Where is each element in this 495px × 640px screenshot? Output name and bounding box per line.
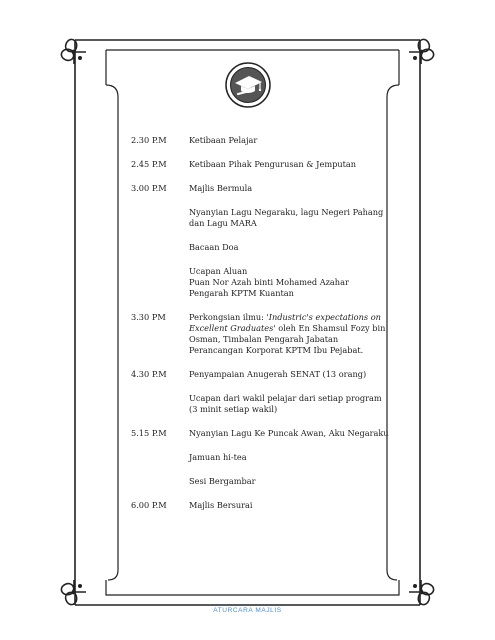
schedule-row: [131, 183, 401, 194]
schedule-desc: Sesi Bergambar: [189, 476, 256, 486]
schedule-desc: Ketibaan Pelajar: [189, 135, 258, 145]
fleur-corner-icon: [409, 39, 434, 64]
schedule-desc: dan Lagu MARA: [189, 218, 257, 228]
schedule-desc: Perkongsian ilmu: 'Industric's expectations on: [189, 312, 381, 322]
schedule-desc: Nyanyian Lagu Negaraku, lagu Negeri Pahang: [189, 207, 384, 217]
schedule-desc: Jamuan hi-tea: [189, 452, 247, 462]
schedule-time: 3.00 P.M: [131, 183, 167, 193]
schedule-desc: Majlis Bermula: [189, 183, 253, 193]
schedule-desc: Puan Nor Azah binti Mohamed Azahar: [189, 277, 349, 287]
schedule-time: 3.30 PM: [131, 312, 166, 322]
program-schedule: [131, 135, 401, 511]
schedule-time: 4.30 P.M: [131, 369, 167, 379]
schedule-row: [131, 369, 401, 380]
schedule-desc: Ketibaan Pihak Pengurusan & Jemputan: [189, 159, 357, 169]
schedule-time: [131, 266, 189, 299]
schedule-desc: Ucapan dari wakil pelajar dari setiap program: [189, 393, 382, 403]
schedule-row: [131, 428, 401, 439]
mortarboard-icon: [224, 61, 272, 109]
schedule-desc: Ucapan Aluan: [189, 266, 248, 276]
schedule-time: [131, 452, 189, 463]
schedule-desc: Penyampaian Anugerah SENAT (13 orang): [189, 369, 367, 379]
schedule-time: 2.45 P.M: [131, 159, 167, 169]
schedule-desc: (3 minit setiap wakil): [189, 404, 278, 414]
schedule-desc: Perancangan Korporat KPTM Ibu Pejabat.: [189, 345, 364, 355]
fleur-corner-icon: [61, 39, 86, 64]
schedule-row: [131, 159, 401, 170]
schedule-time: [131, 242, 189, 253]
schedule-desc: Osman, Timbalan Pengarah Jabatan: [189, 334, 339, 344]
page-footer: ATURCARA MAJLIS: [213, 607, 282, 614]
schedule-row: [131, 312, 401, 356]
schedule-time: 2.30 P.M: [131, 135, 167, 145]
schedule-row: [131, 266, 401, 299]
schedule-row: [131, 242, 401, 253]
schedule-desc: Nyanyian Lagu Ke Puncak Awan, Aku Negaraku: [189, 428, 389, 438]
schedule-row: [131, 393, 401, 415]
schedule-row: [131, 207, 401, 229]
schedule-time: [131, 207, 189, 229]
schedule-time: [131, 393, 189, 415]
schedule-time: 5.15 P.M: [131, 428, 167, 438]
fleur-corner-icon: [409, 580, 434, 605]
schedule-time: 6.00 P.M: [131, 500, 167, 510]
schedule-row: [131, 500, 401, 511]
schedule-desc: Bacaan Doa: [189, 242, 239, 252]
fleur-corner-icon: [61, 580, 86, 605]
schedule-desc: Majlis Bersurai: [189, 500, 253, 510]
schedule-desc: Excellent Graduates' oleh En Shamsul Fozy bin: [189, 323, 386, 333]
schedule-row: [131, 476, 401, 487]
schedule-desc: Pengarah KPTM Kuantan: [189, 288, 294, 298]
schedule-row: [131, 452, 401, 463]
schedule-row: [131, 135, 401, 146]
schedule-time: [131, 476, 189, 487]
